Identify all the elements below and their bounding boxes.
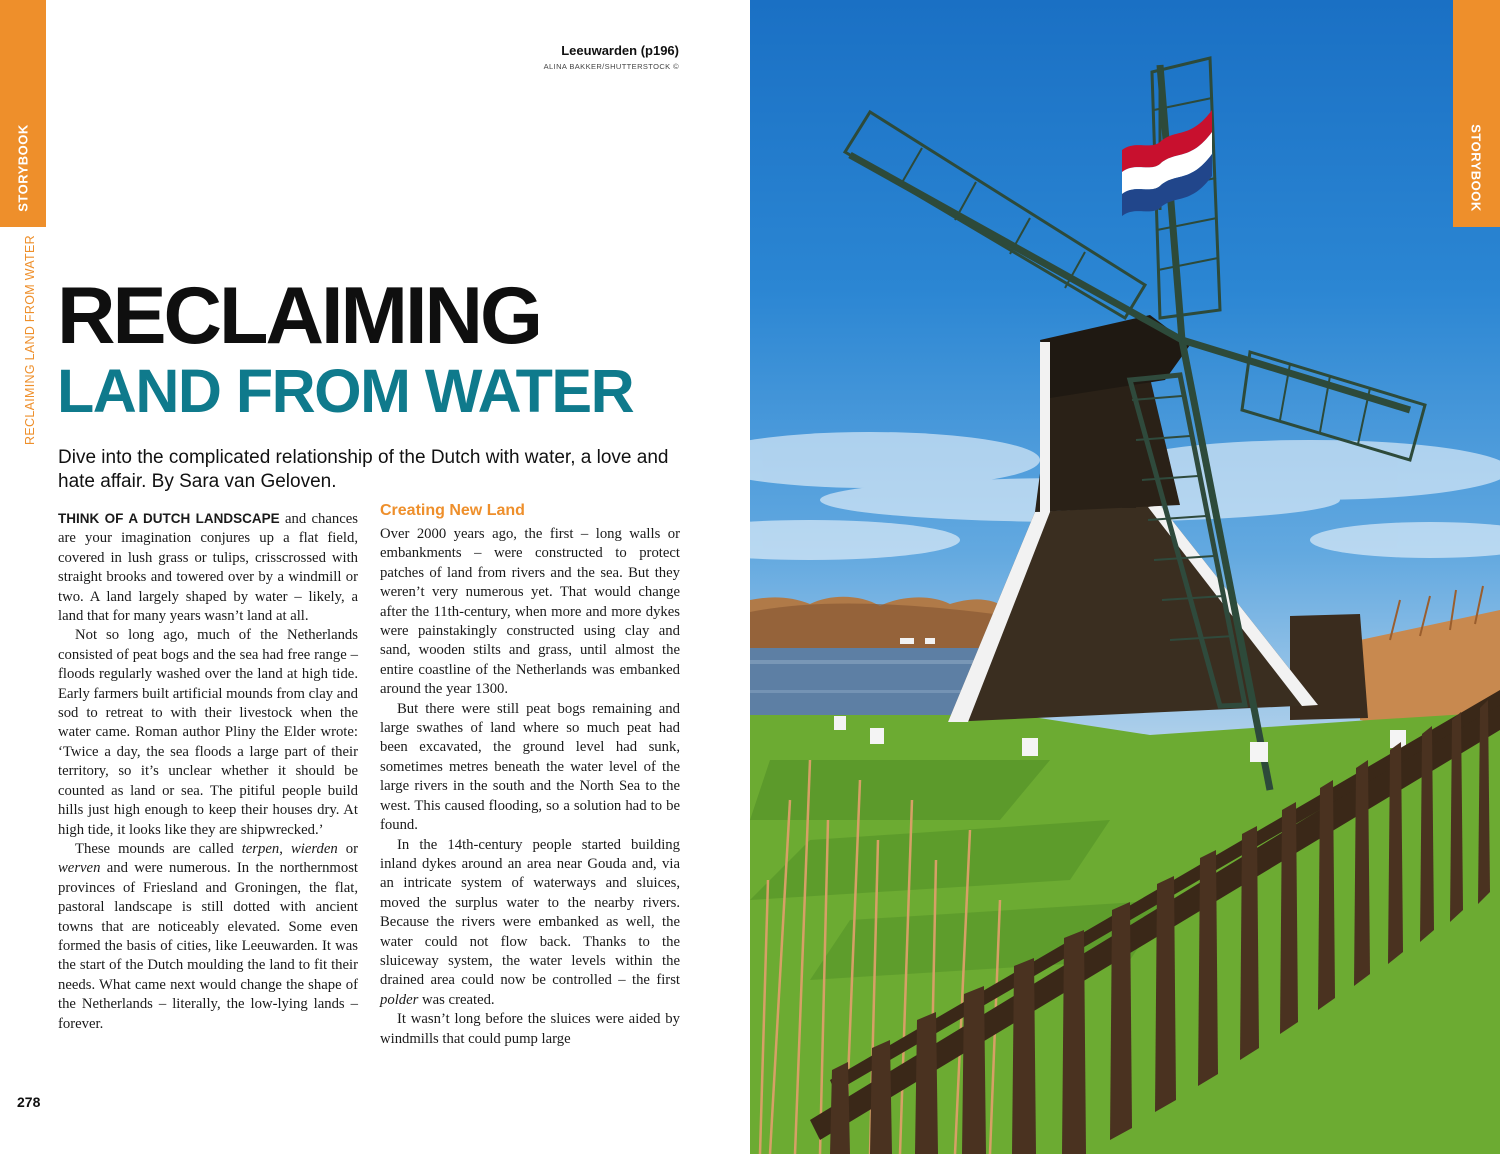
- photo-caption: [544, 43, 679, 71]
- paragraph-text: In the 14th-century people started building inland dykes around an area near Gouda and, via an intricate system of waterways and sluices, moved the surplus water to the nearby rivers. Because the rivers were embanked as well, the water could not flow back. Thanks to the sluiceway system, the water levels within the drained area could now be controlled – the first: [380, 836, 680, 989]
- paragraph-text: and were numerous. In the northernmost provinces of Friesland and Groningen, the flat, pastoral landscape is still dotted with ancient towns that are noticeably elevated. Some even formed the basis of cities, like Leeuwarden. It was the start of the Dutch moulding the land to fit their needs. What came next would change the shape of the Netherlands – literally, the low-lying lands – forever.: [58, 860, 358, 1032]
- paragraph: Over 2000 years ago, the first – long walls or embankments – were constructed to protect patches of land from rivers and the sea. But they weren’t very numerous yet. That would change after the 11th-century, when more and more dykes were painstakingly constructed using clay and sand, wooden stilts and grass, until almost the entire coastline of the Netherlands was embanked around the year 1300.: [380, 526, 680, 698]
- headline-line-2: LAND FROM WATER: [57, 357, 634, 425]
- paragraph: Not so long ago, much of the Netherlands consisted of peat bogs and the sea had free range – floods regularly washed over the land at high tide. Early farmers built artificial mounds from clay and sod to retreat to with their livestock when the water came. Roman author Pliny the Elder wrote: ‘Twice a day, the sea floods a large part of their territory, so it’s unclear whether it should be counted as land or sea. The pitiful people build hills just high enough to keep their houses dry. At high tide, it looks like they are shipwrecked.’: [58, 627, 358, 838]
- lead-in: THINK OF A DUTCH LANDSCAPE: [58, 511, 280, 526]
- paragraph-text: was created.: [418, 991, 495, 1008]
- paragraph: It wasn’t long before the sluices were aided by windmills that could pump large: [380, 1011, 680, 1047]
- paragraph-text: and chances are your imagination conjures up a flat field, covered in lush grass or tulips, crisscrossed with straight brooks and towered over by a windmill or two. A land largely shaped by water – likely, a land that for many years wasn’t land at all.: [58, 511, 358, 625]
- italic-term: polder: [380, 991, 419, 1008]
- windmill-photo: [750, 0, 1500, 1154]
- tree-line: [750, 597, 1010, 648]
- body-column-2: [380, 500, 680, 1049]
- headline: [57, 271, 634, 425]
- caption-credit: ALINA BAKKER/SHUTTERSTOCK ©: [543, 62, 679, 71]
- headline-line-1: RECLAIMING: [57, 271, 540, 361]
- paragraph: [58, 509, 358, 626]
- photo-page: [750, 0, 1500, 1154]
- paragraph: But there were still peat bogs remaining and large swathes of land where so much peat had been excavated, the ground level had sunk, sometimes metres beneath the water level of the large rivers in the south and the North Sea to the west. This caused flooding, so a solution had to be found.: [380, 700, 680, 834]
- italic-term: terpen: [241, 840, 280, 857]
- running-title: RECLAIMING LAND FROM WATER: [23, 235, 37, 445]
- paragraph-text: These mounds are called: [75, 840, 242, 857]
- italic-term: wierden: [290, 840, 338, 857]
- subheading: Creating New Land: [380, 502, 525, 519]
- punctuation: ,: [279, 840, 291, 857]
- paragraph: [58, 840, 358, 1034]
- italic-term: werven: [58, 860, 101, 877]
- page-number: 278: [17, 1094, 41, 1110]
- section-tab-label-right: STORYBOOK: [1468, 124, 1484, 212]
- standfirst: Dive into the complicated relationship of the Dutch with water, a love and hate affair. By Sara van Geloven.: [58, 447, 669, 492]
- paragraph: [380, 836, 680, 1011]
- caption-place: Leeuwarden (p196): [561, 43, 679, 58]
- body-column-1: [58, 509, 358, 1034]
- conjunction: or: [337, 840, 358, 857]
- section-tab-label: STORYBOOK: [15, 124, 31, 212]
